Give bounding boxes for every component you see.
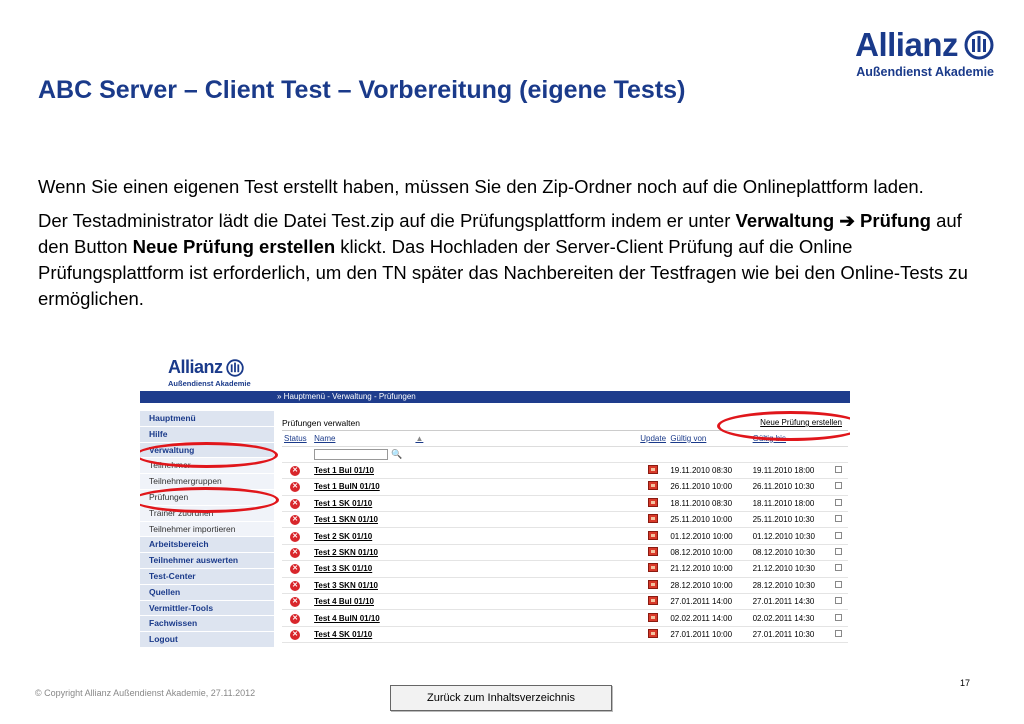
valid-from-cell: 18.11.2010 08:30 <box>668 495 750 511</box>
update-icon[interactable] <box>648 613 658 622</box>
valid-to-cell: 27.01.2011 14:30 <box>751 594 833 610</box>
row-checkbox[interactable] <box>835 597 842 604</box>
allianz-logo <box>855 26 994 79</box>
table-row <box>282 594 848 610</box>
row-checkbox[interactable] <box>835 548 842 555</box>
table-row <box>282 528 848 544</box>
sidebar-item-logout[interactable]: Logout <box>140 632 274 648</box>
brand-name: Allianz <box>855 26 958 63</box>
p2-button-name: Neue Prüfung erstellen <box>132 236 336 257</box>
sidebar-item-verwaltung[interactable]: Verwaltung <box>140 443 274 459</box>
update-icon[interactable] <box>648 481 658 490</box>
slide-title: ABC Server – Client Test – Vorbereitung (eigene Tests) <box>38 76 686 104</box>
embedded-app-screenshot <box>140 353 850 652</box>
sidebar-item-test-center[interactable]: Test-Center <box>140 569 274 585</box>
row-checkbox[interactable] <box>835 630 842 637</box>
allianz-eagle-icon <box>964 30 994 60</box>
update-icon[interactable] <box>648 580 658 589</box>
update-icon[interactable] <box>648 563 658 572</box>
table-row <box>282 479 848 495</box>
valid-to-cell: 28.12.2010 10:30 <box>751 577 833 593</box>
valid-to-cell: 25.11.2010 10:30 <box>751 512 833 528</box>
app-header-bar <box>140 391 850 403</box>
highlight-oval-verwaltung <box>140 442 278 468</box>
status-error-icon: ✕ <box>290 548 300 558</box>
exam-name-link[interactable]: Test 1 SKN 01/10 <box>314 515 378 525</box>
sidebar-item-vermittler-tools[interactable]: Vermittler-Tools <box>140 601 274 617</box>
p2-verwaltung: Verwaltung <box>735 210 835 231</box>
back-to-contents-button[interactable]: Zurück zum Inhaltsverzeichnis <box>390 685 612 711</box>
valid-from-cell: 19.11.2010 08:30 <box>668 462 750 478</box>
update-icon[interactable] <box>648 547 658 556</box>
status-error-icon: ✕ <box>290 597 300 607</box>
brand-subtitle: Außendienst Akademie <box>856 65 994 79</box>
row-checkbox[interactable] <box>835 466 842 473</box>
table-row <box>282 577 848 593</box>
row-checkbox[interactable] <box>835 614 842 621</box>
name-filter-input[interactable] <box>314 449 388 460</box>
sidebar-item-prüfungen[interactable]: Prüfungen <box>140 490 274 506</box>
exam-name-link[interactable]: Test 1 BulN 01/10 <box>314 482 380 492</box>
valid-to-cell: 26.11.2010 10:30 <box>751 479 833 495</box>
row-checkbox[interactable] <box>835 482 842 489</box>
valid-to-cell: 19.11.2010 18:00 <box>751 462 833 478</box>
col-name[interactable]: Name ▲ <box>312 431 638 446</box>
sidebar-item-teilnehmer[interactable]: Teilnehmer <box>140 458 274 474</box>
app-eagle-icon <box>226 359 244 377</box>
slide-body <box>38 174 978 320</box>
col-update[interactable]: Update <box>638 431 668 446</box>
sidebar-item-hauptmenü[interactable]: Hauptmenü <box>140 411 274 427</box>
valid-from-cell: 27.01.2011 10:00 <box>668 626 750 642</box>
table-row <box>282 610 848 626</box>
sidebar-item-fachwissen[interactable]: Fachwissen <box>140 616 274 632</box>
sidebar-item-hilfe[interactable]: Hilfe <box>140 427 274 443</box>
sidebar-item-arbeitsbereich[interactable]: Arbeitsbereich <box>140 537 274 553</box>
sidebar-item-teilnehmergruppen[interactable]: Teilnehmergruppen <box>140 474 274 490</box>
p2-intro: Der Testadministrator lädt die Datei Test.zip auf die Prüfungsplattform indem er unter <box>38 210 731 231</box>
status-error-icon: ✕ <box>290 614 300 624</box>
app-brand-name: Allianz <box>168 357 223 377</box>
sidebar-item-teilnehmer-auswerten[interactable]: Teilnehmer auswerten <box>140 553 274 569</box>
new-exam-button[interactable]: Neue Prüfung erstellen <box>760 418 842 427</box>
col-valid-to[interactable]: Gültig bis <box>751 431 833 446</box>
exam-name-link[interactable]: Test 1 SK 01/10 <box>314 498 373 508</box>
exam-name-link[interactable]: Test 2 SKN 01/10 <box>314 548 378 558</box>
table-row <box>282 561 848 577</box>
valid-to-cell: 21.12.2010 10:30 <box>751 561 833 577</box>
valid-from-cell: 25.11.2010 10:00 <box>668 512 750 528</box>
col-status[interactable]: Status <box>282 431 312 446</box>
p2-pruefung: Prüfung <box>860 210 931 231</box>
exam-name-link[interactable]: Test 3 SKN 01/10 <box>314 580 378 590</box>
exam-name-link[interactable]: Test 1 Bul 01/10 <box>314 466 374 476</box>
table-row <box>282 512 848 528</box>
valid-to-cell: 18.11.2010 18:00 <box>751 495 833 511</box>
update-icon[interactable] <box>648 498 658 507</box>
status-error-icon: ✕ <box>290 499 300 509</box>
valid-to-cell: 01.12.2010 10:30 <box>751 528 833 544</box>
status-error-icon: ✕ <box>290 482 300 492</box>
sort-asc-icon[interactable]: ▲ <box>415 433 424 443</box>
col-valid-from[interactable]: Gültig von <box>668 431 750 446</box>
exam-name-link[interactable]: Test 4 BulN 01/10 <box>314 613 380 623</box>
copyright: © Copyright Allianz Außendienst Akademie, 27.11.2012 <box>35 688 256 698</box>
row-checkbox[interactable] <box>835 499 842 506</box>
exam-name-link[interactable]: Test 4 Bul 01/10 <box>314 597 374 607</box>
update-icon[interactable] <box>648 514 658 523</box>
valid-from-cell: 02.02.2011 14:00 <box>668 610 750 626</box>
valid-from-cell: 21.12.2010 10:00 <box>668 561 750 577</box>
app-logo <box>168 357 251 388</box>
status-error-icon: ✕ <box>290 515 300 525</box>
row-checkbox[interactable] <box>835 564 842 571</box>
p2-mid: auf den Button <box>38 210 962 257</box>
update-icon[interactable] <box>648 531 658 540</box>
filter-row <box>282 446 848 462</box>
section-title: Prüfungen verwalten <box>282 418 360 428</box>
sidebar-item-quellen[interactable]: Quellen <box>140 585 274 601</box>
paragraph-upload-intro: Wenn Sie einen eigenen Test erstellt haben, müssen Sie den Zip-Ordner noch auf die Onlineplattform laden. <box>38 176 924 197</box>
valid-to-cell: 27.01.2011 10:30 <box>751 626 833 642</box>
valid-from-cell: 26.11.2010 10:00 <box>668 479 750 495</box>
row-checkbox[interactable] <box>835 532 842 539</box>
table-row <box>282 544 848 560</box>
sidebar-item-teilnehmer-importieren[interactable]: Teilnehmer importieren <box>140 522 274 538</box>
status-error-icon: ✕ <box>290 630 300 640</box>
valid-to-cell: 02.02.2011 14:30 <box>751 610 833 626</box>
exam-name-link[interactable]: Test 3 SK 01/10 <box>314 564 373 574</box>
valid-from-cell: 28.12.2010 10:00 <box>668 577 750 593</box>
sidebar-item-trainer-zuordnen[interactable]: Trainer zuordnen <box>140 506 274 522</box>
arrow-right-icon: ➔ <box>839 210 855 231</box>
exams-table <box>282 431 848 643</box>
status-error-icon: ✕ <box>290 564 300 574</box>
p2-end: klickt. Das Hochladen der Server-Client Prüfung auf die Online Prüfungsplattform ist erforderlich, um den TN später das Nachbereiten der Testfragen wie bei den Online-Tests zu ermöglichen. <box>38 236 968 309</box>
valid-from-cell: 01.12.2010 10:00 <box>668 528 750 544</box>
status-error-icon: ✕ <box>290 581 300 591</box>
row-checkbox[interactable] <box>835 515 842 522</box>
breadcrumb: » Hauptmenü - Verwaltung - Prüfungen <box>277 392 416 401</box>
table-row <box>282 462 848 478</box>
valid-from-cell: 27.01.2011 14:00 <box>668 594 750 610</box>
status-error-icon: ✕ <box>290 466 300 476</box>
valid-from-cell: 08.12.2010 10:00 <box>668 544 750 560</box>
exam-name-link[interactable]: Test 2 SK 01/10 <box>314 531 373 541</box>
table-row <box>282 626 848 642</box>
valid-to-cell: 08.12.2010 10:30 <box>751 544 833 560</box>
app-main-panel <box>282 413 848 643</box>
exam-name-link[interactable]: Test 4 SK 01/10 <box>314 629 373 639</box>
search-key-icon[interactable]: 🔍 <box>391 448 403 459</box>
update-icon[interactable] <box>648 465 658 474</box>
page-number: 17 <box>960 678 971 688</box>
update-icon[interactable] <box>648 596 658 605</box>
paragraph-upload-instructions <box>38 208 978 312</box>
table-row <box>282 495 848 511</box>
app-brand-sub: Außendienst Akademie <box>168 379 251 388</box>
row-checkbox[interactable] <box>835 581 842 588</box>
update-icon[interactable] <box>648 629 658 638</box>
status-error-icon: ✕ <box>290 532 300 542</box>
